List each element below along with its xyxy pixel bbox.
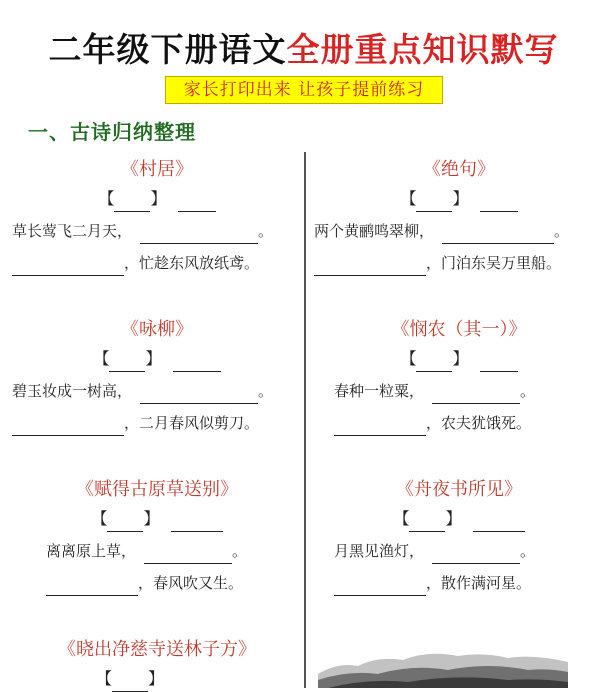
poem-title: 《赋得古原草送别》 bbox=[76, 479, 238, 500]
poem-line-1 bbox=[314, 218, 604, 244]
fill-blank[interactable] bbox=[12, 257, 124, 276]
poem-title: 《悯农（其一）》 bbox=[391, 319, 527, 340]
poem-author-row bbox=[12, 666, 302, 692]
poem-line-text: 离离原上草， bbox=[46, 542, 137, 560]
poem-line-text: 春种一粒粟， bbox=[334, 382, 425, 400]
author-name-blank[interactable] bbox=[480, 193, 518, 212]
fill-blank[interactable] bbox=[314, 257, 426, 276]
fill-blank[interactable] bbox=[12, 417, 124, 436]
poem-title: 《咏柳》 bbox=[121, 319, 193, 340]
poem-author-row bbox=[12, 186, 302, 212]
poem-block bbox=[314, 478, 604, 596]
poem-line-2 bbox=[12, 250, 302, 276]
title-black-part: 二年级下册语文 bbox=[48, 30, 287, 69]
notice-banner: 家长打印出来 让孩子提前练习 bbox=[165, 76, 443, 104]
poem-author-row bbox=[314, 186, 604, 212]
poem-line-2 bbox=[314, 410, 604, 436]
poem-title: 《舟夜书所见》 bbox=[396, 479, 522, 500]
poem-line-1 bbox=[12, 538, 302, 564]
poem-line-1 bbox=[12, 218, 302, 244]
poem-line-text: ，忙趁东风放纸鸢。 bbox=[124, 254, 260, 272]
poem-block bbox=[12, 158, 302, 276]
author-blank[interactable] bbox=[112, 673, 148, 692]
fill-blank[interactable] bbox=[334, 417, 426, 436]
poem-block bbox=[314, 318, 604, 436]
poem-line-text: ，农夫犹饿死。 bbox=[426, 414, 532, 432]
poem-block bbox=[12, 318, 302, 436]
author-bracket-open: 【 bbox=[98, 189, 115, 208]
author-bracket-close: 】 bbox=[145, 349, 162, 368]
author-bracket-open: 【 bbox=[93, 349, 110, 368]
page-title bbox=[0, 24, 607, 71]
poem-line-2 bbox=[12, 410, 302, 436]
poem-title: 《晓出净慈寺送林子方》 bbox=[58, 639, 256, 660]
fill-blank[interactable] bbox=[442, 225, 554, 244]
poem-author-row bbox=[314, 506, 604, 532]
author-bracket-close: 】 bbox=[452, 349, 469, 368]
poem-line-end: 。 bbox=[520, 382, 536, 400]
poem-line-1 bbox=[314, 538, 604, 564]
poem-line-text: 碧玉妆成一树高， bbox=[12, 382, 133, 400]
fill-blank[interactable] bbox=[144, 545, 232, 564]
author-name-blank[interactable] bbox=[178, 193, 216, 212]
poem-author-row bbox=[12, 506, 302, 532]
poem-line-end: 。 bbox=[232, 542, 248, 560]
poem-title: 《绝句》 bbox=[423, 159, 495, 180]
poem-author-row bbox=[12, 346, 302, 372]
author-bracket-open: 【 bbox=[400, 349, 417, 368]
poem-line-text: 草长莺飞二月天， bbox=[12, 222, 133, 240]
author-name-blank[interactable] bbox=[171, 513, 223, 532]
author-blank[interactable] bbox=[109, 353, 145, 372]
poem-line-end: 。 bbox=[258, 222, 274, 240]
poem-line-2 bbox=[12, 570, 302, 596]
author-blank[interactable] bbox=[114, 193, 150, 212]
poem-line-2 bbox=[314, 250, 604, 276]
fill-blank[interactable] bbox=[432, 545, 520, 564]
author-bracket-open: 【 bbox=[95, 669, 112, 688]
poem-title: 《村居》 bbox=[121, 159, 193, 180]
author-blank[interactable] bbox=[416, 353, 452, 372]
author-bracket-close: 】 bbox=[445, 509, 462, 528]
poem-line-1 bbox=[314, 378, 604, 404]
fill-blank[interactable] bbox=[46, 577, 138, 596]
author-bracket-close: 】 bbox=[143, 509, 160, 528]
poem-line-text: ，二月春风似剪刀。 bbox=[124, 414, 260, 432]
author-name-blank[interactable] bbox=[480, 353, 518, 372]
poem-line-text: ，春风吹又生。 bbox=[138, 574, 244, 592]
poem-line-text: 月黑见渔灯， bbox=[334, 542, 425, 560]
fill-blank[interactable] bbox=[140, 225, 258, 244]
author-bracket-close: 】 bbox=[150, 189, 167, 208]
fill-blank[interactable] bbox=[140, 385, 258, 404]
column-divider bbox=[304, 152, 306, 688]
fill-blank[interactable] bbox=[432, 385, 520, 404]
poem-line-2 bbox=[314, 570, 604, 596]
landscape-illustration-icon bbox=[318, 648, 568, 688]
author-blank[interactable] bbox=[409, 513, 445, 532]
poem-block bbox=[12, 478, 302, 596]
author-name-blank[interactable] bbox=[473, 513, 525, 532]
author-bracket-open: 【 bbox=[400, 189, 417, 208]
author-bracket-close: 】 bbox=[452, 189, 469, 208]
poem-block bbox=[314, 158, 604, 276]
poem-line-end: 。 bbox=[520, 542, 536, 560]
poem-line-end: 。 bbox=[258, 382, 274, 400]
poem-line-text: 两个黄鹂鸣翠柳， bbox=[314, 222, 435, 240]
poem-block bbox=[12, 638, 302, 692]
author-blank[interactable] bbox=[107, 513, 143, 532]
poem-line-end: 。 bbox=[554, 222, 570, 240]
poem-line-text: ，散作满河星。 bbox=[426, 574, 532, 592]
author-bracket-close: 】 bbox=[148, 669, 165, 688]
fill-blank[interactable] bbox=[334, 577, 426, 596]
author-bracket-open: 【 bbox=[393, 509, 410, 528]
poem-author-row bbox=[314, 346, 604, 372]
section-heading: 一、古诗归纳整理 bbox=[28, 120, 196, 144]
poem-line-text: ，门泊东吴万里船。 bbox=[426, 254, 562, 272]
author-bracket-open: 【 bbox=[91, 509, 108, 528]
title-red-part: 全册重点知识默写 bbox=[286, 30, 559, 69]
poem-line-1 bbox=[12, 378, 302, 404]
author-blank[interactable] bbox=[416, 193, 452, 212]
author-name-blank[interactable] bbox=[173, 353, 221, 372]
